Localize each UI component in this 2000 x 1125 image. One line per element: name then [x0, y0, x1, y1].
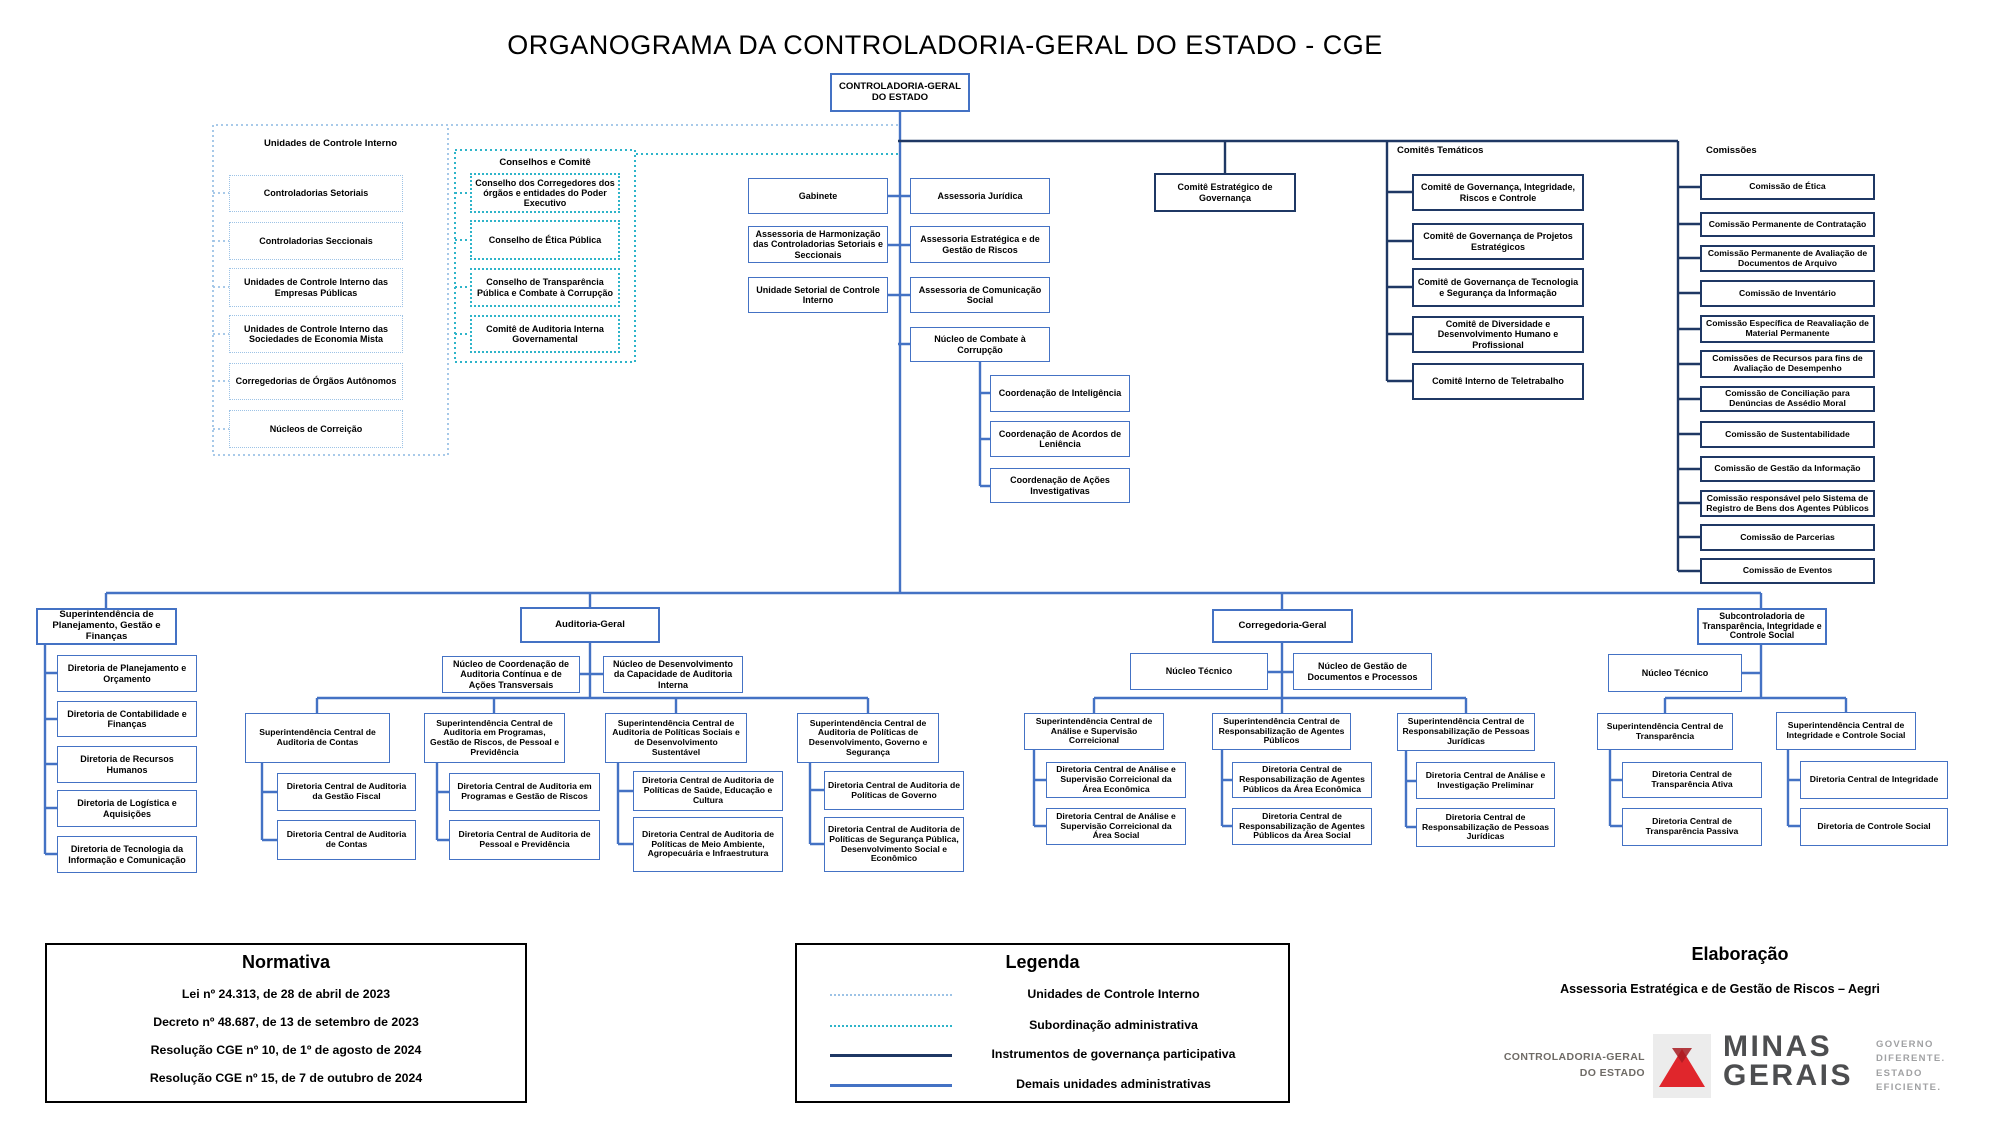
comite-box: Comitê de Governança, Integridade, Riscos e Controle [1412, 174, 1584, 211]
legend-row [797, 1018, 1288, 1034]
legend-line-solid-blue [830, 1084, 952, 1087]
division-header-subcontroladoria: Subcontroladoria de Transparência, Integridade e Controle Social [1697, 608, 1827, 645]
diretoria-box: Diretoria de Controle Social [1800, 808, 1948, 846]
superintendencia-box: Superintendência Central de Auditoria de Contas [245, 713, 390, 763]
diretoria-box: Diretoria Central de Análise e Investigação Preliminar [1416, 762, 1555, 799]
legend-row [797, 1047, 1288, 1063]
comissao-box: Comissão Permanente de Contratação [1700, 212, 1875, 237]
normativa-item: Lei nº 24.313, de 28 de abril de 2023 [181, 987, 391, 1001]
comissao-box: Comissão de Sustentabilidade [1700, 421, 1875, 448]
diretoria-box: Diretoria Central de Auditoria de Políticas de Segurança Pública, Desenvolvimento Social e Econômico [824, 817, 964, 872]
staff-box-harmonizacao: Assessoria de Harmonização das Controladorias Setoriais e Seccionais [748, 226, 888, 263]
normativa-item: Resolução CGE nº 15, de 7 de outubro de 2024 [149, 1071, 423, 1085]
uci-box: Unidades de Controle Interno das Sociedades de Economia Mista [229, 315, 403, 353]
cge-logo-line1: CONTROLADORIA-GERAL [1503, 1051, 1645, 1063]
legend-line-dotted-light [830, 994, 952, 996]
nucleo-box: Núcleo Técnico [1130, 653, 1268, 690]
tagline-line: GOVERNO [1876, 1039, 1934, 1050]
legend-line-solid-navy [830, 1054, 952, 1057]
legend-label: Subordinação administrativa [1029, 1018, 1198, 1032]
nucleo-box: Núcleo de Desenvolvimento da Capacidade de Auditoria Interna [603, 656, 743, 693]
conselho-box: Conselho de Transparência Pública e Combate à Corrupção [470, 268, 620, 307]
coordenacao-box: Coordenação de Acordos de Leniência [990, 421, 1130, 457]
staff-box-comunicacao: Assessoria de Comunicação Social [910, 277, 1050, 313]
nucleo-box: Núcleo de Gestão de Documentos e Processos [1293, 653, 1432, 690]
diretoria-box: Diretoria Central de Auditoria de Contas [277, 820, 416, 860]
normativa-item: Decreto nº 48.687, de 13 de setembro de 2023 [153, 1015, 419, 1029]
diretoria-box: Diretoria Central de Auditoria em Programas e Gestão de Riscos [449, 773, 600, 811]
page-title: ORGANOGRAMA DA CONTROLADORIA-GERAL DO ESTADO - CGE [507, 30, 1383, 60]
comite-estrategico-box: Comitê Estratégico de Governança [1154, 173, 1296, 212]
mg-line2: GERAIS [1723, 1058, 1854, 1092]
legend-row [797, 1077, 1288, 1093]
tagline-line: ESTADO [1876, 1067, 1923, 1079]
comissao-box: Comissões de Recursos para fins de Avaliação de Desempenho [1700, 350, 1875, 378]
normativa-item: Resolução CGE nº 10, de 1º de agosto de 2024 [150, 1043, 422, 1057]
comite-box: Comitê de Governança de Projetos Estratégicos [1412, 223, 1584, 260]
diretoria-box: Diretoria Central de Auditoria de Pessoal e Previdência [449, 820, 600, 860]
nucleo-box: Núcleo de Coordenação de Auditoria Contínua e de Ações Transversais [442, 656, 580, 693]
comites-tematicos-label: Comitês Temáticos [1397, 145, 1484, 156]
diretoria-box: Diretoria de Planejamento e Orçamento [57, 655, 197, 692]
governo-tagline [1876, 1038, 1945, 1095]
uci-box: Corregedorias de Órgãos Autônomos [229, 363, 403, 400]
uci-group-label: Unidades de Controle Interno [263, 138, 397, 149]
diretoria-box: Diretoria Central de Auditoria de Políticas de Saúde, Educação e Cultura [633, 771, 783, 811]
comissao-box: Comissão de Gestão da Informação [1700, 456, 1875, 482]
legend-label: Instrumentos de governança participativa [991, 1047, 1236, 1061]
conselho-box: Conselho de Ética Pública [470, 220, 620, 260]
coordenacao-box: Coordenação de Inteligência [990, 375, 1130, 412]
diretoria-box: Diretoria Central de Responsabilização de Agentes Públicos da Área Econômica [1232, 762, 1372, 798]
comite-box: Comitê de Diversidade e Desenvolvimento Humano e Profissional [1412, 316, 1584, 353]
diretoria-box: Diretoria Central de Transparência Ativa [1622, 762, 1762, 798]
coordenacao-box: Coordenação de Ações Investigativas [990, 468, 1130, 503]
staff-box-juridica: Assessoria Jurídica [910, 178, 1050, 214]
comissao-box: Comissão de Conciliação para Denúncias de Assédio Moral [1700, 386, 1875, 412]
legend-label: Unidades de Controle Interno [1027, 987, 1200, 1001]
elaboracao-title: Elaboração [1691, 944, 1789, 964]
diretoria-box: Diretoria de Contabilidade e Finanças [57, 701, 197, 737]
comissao-box: Comissão de Ética [1700, 174, 1875, 200]
uci-box: Controladorias Seccionais [229, 222, 403, 260]
superintendencia-box: Superintendência Central de Auditoria em Programas, Gestão de Riscos, de Pessoal e Previdência [424, 713, 565, 763]
superintendencia-box: Superintendência Central de Auditoria de Políticas de Desenvolvimento, Governo e Segurança [797, 713, 939, 763]
division-header-planejamento: Superintendência de Planejamento, Gestão e Finanças [36, 608, 177, 645]
tagline-line: DIFERENTE. [1876, 1053, 1946, 1065]
conselhos-group-label: Conselhos e Comitê [499, 157, 591, 168]
diretoria-box: Diretoria Central de Auditoria de Políticas de Meio Ambiente, Agropecuária e Infraestrutura [633, 817, 783, 872]
division-header-corregedoria: Corregedoria-Geral [1212, 609, 1353, 643]
comite-box: Comitê de Governança de Tecnologia e Segurança da Informação [1412, 268, 1584, 307]
superintendencia-box: Superintendência Central de Responsabilização de Agentes Públicos [1212, 713, 1351, 750]
diretoria-box: Diretoria de Logística e Aquisições [57, 790, 197, 827]
legend-line-dotted-teal [830, 1025, 952, 1027]
org-box-root: CONTROLADORIA-GERAL DO ESTADO [830, 73, 970, 112]
division-header-auditoria: Auditoria-Geral [520, 607, 660, 643]
tagline-line: EFICIENTE. [1876, 1081, 1942, 1093]
diretoria-box: Diretoria Central de Transparência Passiva [1622, 808, 1762, 846]
staff-box-estrategica: Assessoria Estratégica e de Gestão de Riscos [910, 226, 1050, 263]
staff-box-unidade-setorial: Unidade Setorial de Controle Interno [748, 277, 888, 313]
normativa-title: Normativa [241, 952, 331, 972]
comissao-box: Comissão responsável pelo Sistema de Registro de Bens dos Agentes Públicos [1700, 490, 1875, 517]
comissao-box: Comissão Específica de Reavaliação de Material Permanente [1700, 315, 1875, 343]
diretoria-box: Diretoria Central de Auditoria da Gestão Fiscal [277, 773, 416, 811]
superintendencia-box: Superintendência Central de Análise e Supervisão Correicional [1024, 713, 1164, 750]
triangle-inner-icon [1672, 1048, 1692, 1063]
comissao-box: Comissão Permanente de Avaliação de Documentos de Arquivo [1700, 245, 1875, 272]
diretoria-box: Diretoria Central de Análise e Supervisão Correicional da Área Social [1046, 808, 1186, 845]
diretoria-box: Diretoria Central de Responsabilização de Pessoas Jurídicas [1416, 808, 1555, 847]
legenda-panel [795, 943, 1290, 1103]
legend-row [797, 987, 1288, 1003]
uci-box: Unidades de Controle Interno das Empresas Públicas [229, 268, 403, 307]
uci-box: Núcleos de Correição [229, 410, 403, 448]
comissoes-label: Comissões [1706, 145, 1757, 156]
legenda-title: Legenda [1005, 952, 1080, 972]
diretoria-box: Diretoria Central de Análise e Supervisão Correicional da Área Econômica [1046, 762, 1186, 798]
superintendencia-box: Superintendência Central de Integridade e Controle Social [1776, 712, 1916, 750]
diretoria-box: Diretoria Central de Integridade [1800, 761, 1948, 799]
diretoria-box: Diretoria de Tecnologia da Informação e Comunicação [57, 836, 197, 873]
minas-gerais-triangle-logo [1653, 1034, 1711, 1098]
diretoria-box: Diretoria Central de Responsabilização de Agentes Públicos da Área Social [1232, 808, 1372, 845]
conselho-box: Comitê de Auditoria Interna Governamental [470, 315, 620, 353]
legend-label: Demais unidades administrativas [1016, 1077, 1211, 1091]
mg-line1: MINAS [1723, 1030, 1833, 1063]
staff-box-gabinete: Gabinete [748, 178, 888, 214]
cge-logo-line2: DO ESTADO [1579, 1066, 1645, 1079]
superintendencia-box: Superintendência Central de Responsabilização de Pessoas Jurídicas [1397, 713, 1535, 751]
elaboracao-subtitle: Assessoria Estratégica e de Gestão de Riscos – Aegri [1560, 982, 1880, 996]
diretoria-box: Diretoria de Recursos Humanos [57, 746, 197, 783]
minas-gerais-wordmark [1723, 1030, 1854, 1092]
nucleo-box: Núcleo Técnico [1608, 654, 1742, 692]
comissao-box: Comissão de Parcerias [1700, 524, 1875, 551]
conselho-box: Conselho dos Corregedores dos órgãos e entidades do Poder Executivo [470, 173, 620, 213]
superintendencia-box: Superintendência Central de Transparência [1597, 713, 1733, 750]
uci-box: Controladorias Setoriais [229, 175, 403, 212]
comissao-box: Comissão de Inventário [1700, 280, 1875, 307]
staff-box-nucleo-combate-corrupcao: Núcleo de Combate à Corrupção [910, 327, 1050, 362]
cge-logo-text [1440, 1050, 1645, 1082]
comissao-box: Comissão de Eventos [1700, 558, 1875, 584]
comite-box: Comitê Interno de Teletrabalho [1412, 363, 1584, 400]
superintendencia-box: Superintendência Central de Auditoria de Políticas Sociais e de Desenvolvimento Sustentável [605, 713, 747, 763]
normativa-panel [45, 943, 527, 1103]
diretoria-box: Diretoria Central de Auditoria de Políticas de Governo [824, 771, 964, 810]
